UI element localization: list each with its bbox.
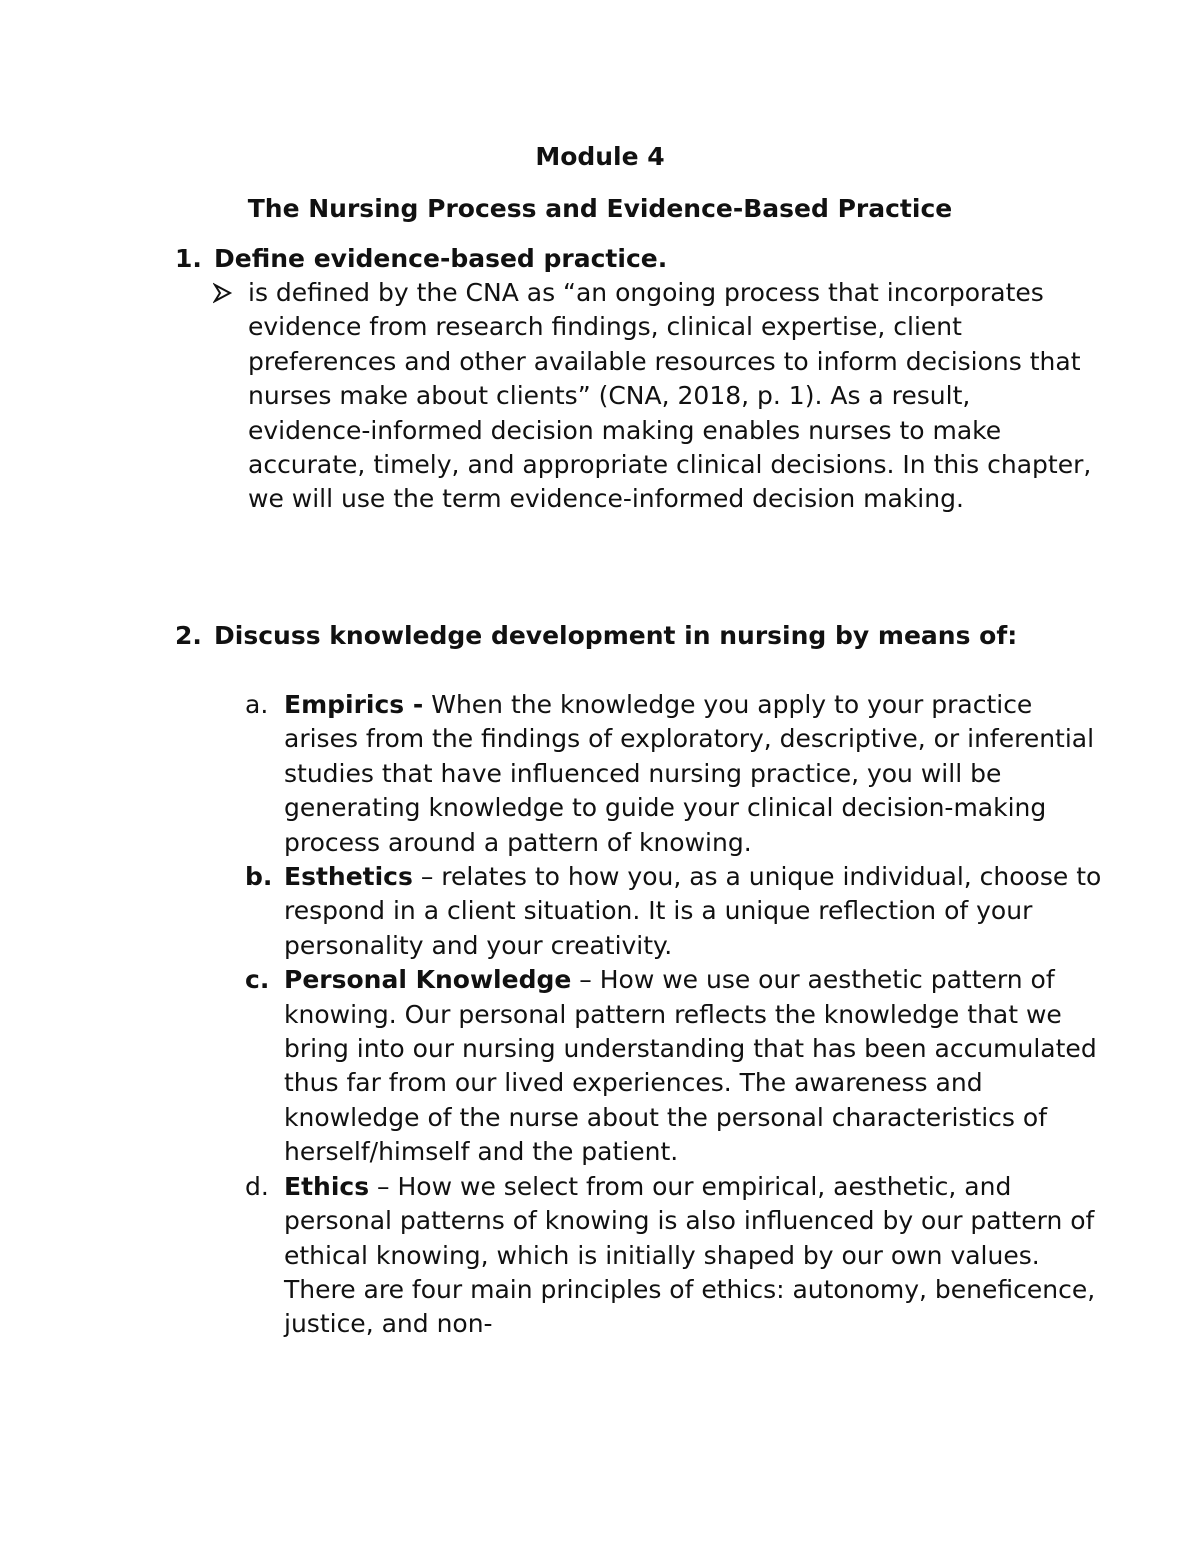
module-title: Module 4 [535, 142, 665, 171]
chapter-title: The Nursing Process and Evidence-Based Practice [247, 194, 953, 223]
question-text: Discuss knowledge development in nursing by means of: [214, 621, 1018, 650]
answer-bullet [213, 276, 1093, 517]
item-body [284, 860, 1105, 963]
list-item-esthetics [245, 860, 1105, 963]
item-text: When the knowledge you apply to your practice arises from the findings of exploratory, descriptive, or inferential studies that have influenced nursing practice, you will be generating knowledge to guide your clinical decision-making process around a pattern of knowing. [284, 690, 1095, 857]
sub-list [245, 688, 1105, 1342]
question-number: 2. [175, 621, 202, 650]
item-body [284, 688, 1105, 860]
item-letter: d. [245, 1171, 269, 1201]
question-text: Define evidence-based practice. [214, 244, 668, 273]
item-term: Personal Knowledge [284, 965, 572, 995]
item-body [284, 1170, 1105, 1342]
item-text: – How we use our aesthetic pattern of knowing. Our personal pattern reflects the knowledge that we bring into our nursing understanding that has been accumulated thus far from our lived experiences. The awareness and knowledge of the nurse about the personal characteristics of herself/himself and the patient. [284, 965, 1097, 1167]
item-letter: a. [245, 690, 269, 719]
list-item-empirics [245, 688, 1105, 860]
item-term: Esthetics [284, 862, 413, 892]
item-body [284, 963, 1105, 1169]
item-term: Empirics - [284, 690, 424, 719]
question-1 [175, 242, 1075, 276]
item-term: Ethics [284, 1171, 370, 1201]
item-text: – How we select from our empirical, aesthetic, and personal patterns of knowing is also influenced by our pattern of ethical knowing, which is initially shaped by our own values. There are four main principles of ethics: autonomy, beneficence, justice, and non- [284, 1171, 1096, 1339]
answer-text: is defined by the CNA as “an ongoing process that incorporates evidence from research findings, clinical expertise, client preferences and other available resources to inform decisions that nurses make about clients” (CNA, 2018, p. 1). As a result, evidence-informed decision making enables nurses to make accurate, timely, and appropriate clinical decisions. In this chapter, we will use the term evidence-informed decision making. [248, 278, 1092, 514]
question-2 [175, 619, 1075, 653]
arrowhead-bullet-icon [213, 276, 233, 310]
list-item-ethics [245, 1170, 1105, 1342]
item-letter: b. [245, 862, 273, 892]
question-number: 1. [175, 244, 202, 273]
item-letter: c. [245, 965, 270, 995]
list-item-personal-knowledge [245, 963, 1105, 1169]
item-text: – relates to how you, as a unique individual, choose to respond in a client situation. It is a unique reflection of your personality and your creativity. [284, 862, 1102, 960]
